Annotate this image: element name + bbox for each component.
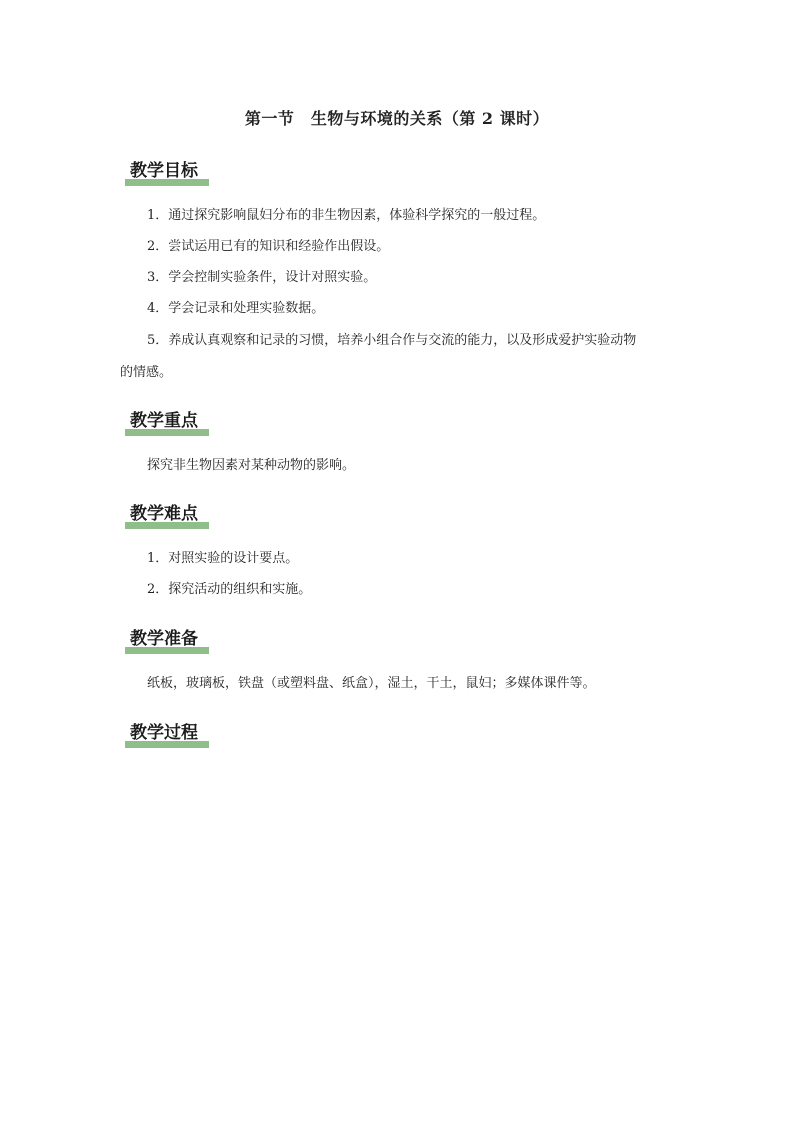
difficulty-item-1: 1．对照实验的设计要点。 [147,551,299,566]
objectives-heading [125,160,209,186]
preparation-heading-text: 教学准备 [130,629,198,649]
preparation-heading [125,628,209,654]
difficulties-heading [125,503,209,529]
process-heading [125,722,209,748]
objective-item-4: 4．学会记录和处理实验数据。 [147,301,325,316]
key-points-heading-text: 教学重点 [130,411,198,431]
process-heading-text: 教学过程 [130,723,198,743]
objective-item-3: 3．学会控制实验条件，设计对照实验。 [147,270,377,285]
key-points-heading [125,410,209,436]
key-points-text: 探究非生物因素对某种动物的影响。 [147,458,356,473]
objectives-heading-text: 教学目标 [130,161,198,181]
objective-item-5: 5．养成认真观察和记录的习惯，培养小组合作与交流的能力，以及形成爱护实验动物 [147,333,637,348]
page-title: 第一节 生物与环境的关系（第 2 课时） [244,109,550,128]
objective-item-5-continuation: 的情感。 [120,365,173,380]
preparation-text: 纸板，玻璃板，铁盘（或塑料盘、纸盒），湿土，干土，鼠妇；多媒体课件等。 [147,676,596,691]
difficulty-item-2: 2．探究活动的组织和实施。 [147,582,312,597]
difficulties-heading-text: 教学难点 [130,504,198,524]
objective-item-2: 2．尝试运用已有的知识和经验作出假设。 [147,239,390,254]
objective-item-1: 1．通过探究影响鼠妇分布的非生物因素，体验科学探究的一般过程。 [147,208,546,223]
